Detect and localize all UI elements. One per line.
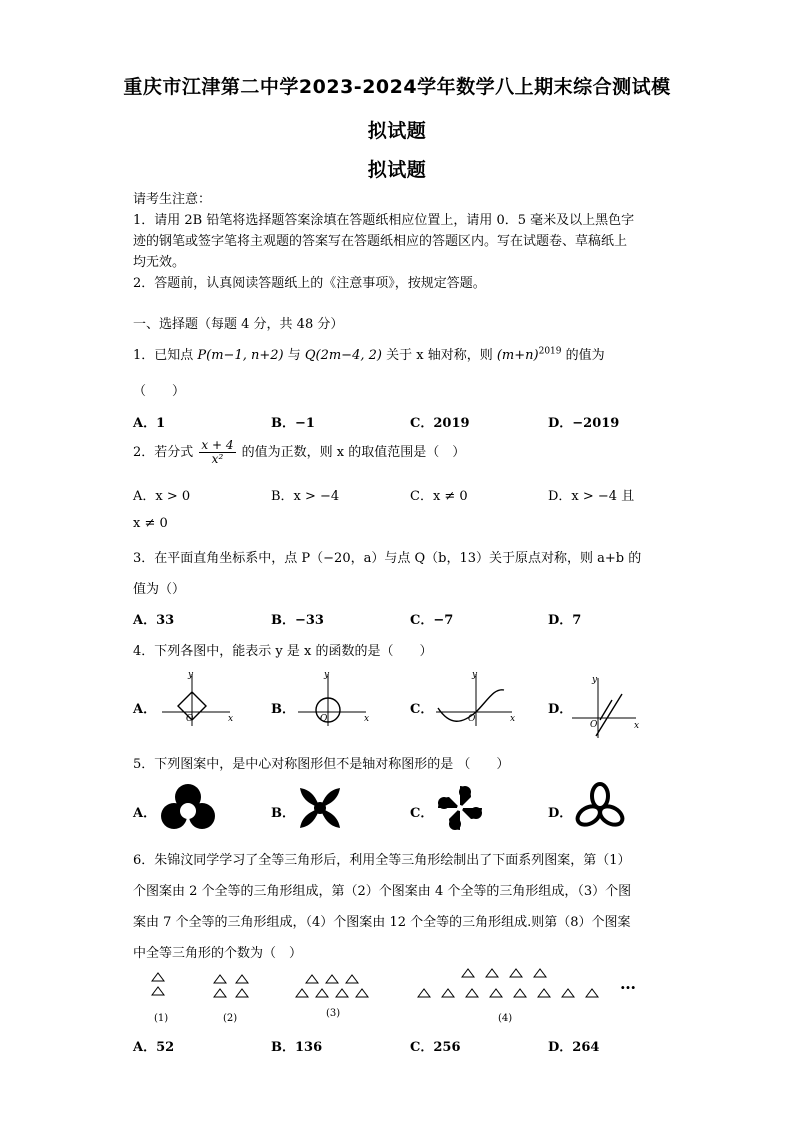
notice-item1-line3: 均无效。 [133, 255, 186, 270]
y-axis-label: y [472, 670, 478, 680]
q3-option-d[interactable]: D．7 [548, 613, 582, 628]
question-3-line2: 值为（） [133, 582, 186, 597]
q2-option-d-continued: x ≠ 0 [133, 516, 168, 531]
x-axis-label: x [228, 714, 234, 724]
q1-option-a[interactable]: A．1 [133, 416, 166, 431]
question-4: 4．下列各图中，能表示 y 是 x 的函数的是（ ） [133, 644, 433, 659]
q5-option-d[interactable]: D． [548, 806, 573, 821]
fraction: $\frac{x + 4}{\text{x²}}$ [201, 438, 234, 466]
notice-heading: 请考生注意： [133, 192, 212, 207]
pattern-ellipsis: … [620, 974, 636, 993]
origin-label: O [590, 720, 598, 730]
question-5: 5．下列图案中，是中心对称图形但不是轴对称图形的是 （ ） [133, 757, 510, 772]
q5-option-a[interactable]: A． [133, 806, 157, 821]
q4-graph-c [432, 668, 522, 730]
pattern-caption-3: (3) [326, 1008, 341, 1019]
q6-option-d[interactable]: D．264 [548, 1040, 600, 1055]
q5-figure-c [434, 782, 486, 834]
exam-title-line3: 拟试题 [367, 159, 427, 181]
q6-option-c[interactable]: C．256 [410, 1040, 461, 1055]
q1-option-b[interactable]: B．−1 [271, 416, 315, 431]
y-axis-label: y [188, 670, 194, 680]
q5-option-b[interactable]: B． [271, 806, 295, 821]
q4-graph-d [570, 672, 650, 742]
q6-option-a[interactable]: A．52 [133, 1040, 175, 1055]
notice-item1-line2: 迹的钢笔或签字笔将主观题的答案写在答题纸相应的答题区内。写在试题卷、草稿纸上 [133, 234, 628, 249]
q2-option-a[interactable]: A．x > 0 [133, 489, 191, 504]
question-2: 2．若分式 $\frac{x + 4}{\text{x²}}$ 的值为正数，则 x 的取值范围是（ ） [133, 438, 466, 466]
q4-option-a[interactable]: A． [133, 702, 157, 717]
question-1: 1．已知点 P(m−1, n+2) 与 Q(2m−4, 2) 关于 x 轴对称，则 $(m+n)^{2019}$ 的值为 [133, 346, 605, 363]
question-6-line4: 中全等三角形的个数为（ ） [133, 946, 303, 961]
question-6-line2: 个图案由 2 个全等的三角形组成，第（2）个图案由 4 个全等的三角形组成，（3）个图 [133, 884, 632, 899]
exam-title-line2: 拟试题 [367, 120, 427, 142]
pattern-caption-4: (4) [498, 1013, 513, 1024]
q4-graph-a [158, 668, 238, 730]
pattern-caption-2: (2) [223, 1013, 238, 1024]
section1-heading: 一、选择题（每题 4 分，共 48 分） [133, 317, 344, 332]
q5-figure-d [572, 782, 628, 834]
q4-option-b[interactable]: B． [271, 702, 295, 717]
x-axis-label: x [364, 714, 370, 724]
q3-option-c[interactable]: C．−7 [410, 613, 454, 628]
notice-item2: 2．答题前，认真阅读答题纸上的《注意事项》，按规定答题。 [133, 276, 486, 291]
q2-option-d[interactable]: D．x > −4 且 [548, 489, 635, 504]
x-axis-label: x [634, 721, 640, 731]
origin-label: O [186, 714, 194, 724]
q5-option-c[interactable]: C． [410, 806, 434, 821]
pattern-caption-1: (1) [154, 1013, 169, 1024]
y-axis-label: y [592, 675, 598, 685]
origin-label: O [320, 714, 328, 724]
q1-option-d[interactable]: D．−2019 [548, 416, 620, 431]
q2-option-c[interactable]: C．x ≠ 0 [410, 489, 468, 504]
q3-option-a[interactable]: A．33 [133, 613, 175, 628]
question-6-line3: 案由 7 个全等的三角形组成，（4）个图案由 12 个全等的三角形组成.则第（8）个图案 [133, 915, 631, 930]
exam-title-line1: 重庆市江津第二中学2023-2024学年数学八上期末综合测试模 [123, 76, 671, 98]
q4-graph-b [294, 668, 374, 730]
question-3-line1: 3．在平面直角坐标系中，点 P（−20，a）与点 Q（b，13）关于原点对称，则 a+b 的 [133, 551, 642, 566]
q3-option-b[interactable]: B．−33 [271, 613, 324, 628]
q1-answer-paren: （ ） [133, 384, 186, 399]
q6-triangle-patterns [140, 965, 660, 1005]
q4-option-d[interactable]: D． [548, 702, 573, 717]
x-axis-label: x [510, 714, 516, 724]
q5-figure-b [296, 784, 344, 832]
q1-option-c[interactable]: C．2019 [410, 416, 470, 431]
origin-label: O [468, 714, 476, 724]
q5-figure-a [160, 782, 216, 834]
y-axis-label: y [324, 670, 330, 680]
q2-option-b[interactable]: B．x > −4 [271, 489, 340, 504]
q4-option-c[interactable]: C． [410, 702, 434, 717]
notice-item1-line1: 1．请用 2B 铅笔将选择题答案涂填在答题纸相应位置上，请用 0．5 毫米及以上黑色字 [133, 213, 635, 228]
question-6-line1: 6．朱锦汶同学学习了全等三角形后，利用全等三角形绘制出了下面系列图案，第（1） [133, 853, 631, 868]
q6-option-b[interactable]: B．136 [271, 1040, 323, 1055]
